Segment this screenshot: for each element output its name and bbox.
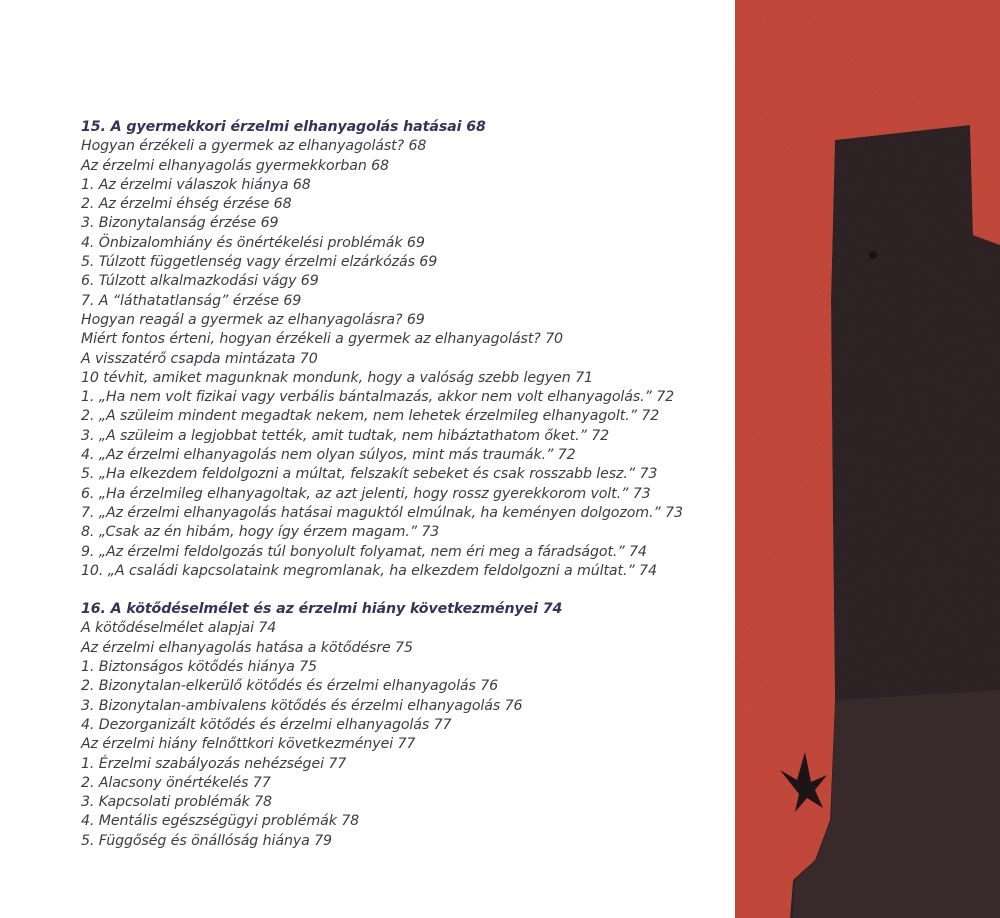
section-heading: 16. A kötődéselmélet és az érzelmi hiány következményei 74 xyxy=(81,601,563,618)
toc-entry: Miért fontos érteni, hogyan érzékeli a gyermek az elhanyagolást? 70 xyxy=(81,331,563,348)
toc-entry: 1. Az érzelmi válaszok hiánya 68 xyxy=(81,176,311,193)
toc-entry: 1. Érzelmi szabályozás nehézségei 77 xyxy=(81,755,347,772)
toc-entry: 4. Önbizalomhiány és önértékelési problémák 69 xyxy=(81,234,425,251)
section-spacer xyxy=(81,581,731,600)
toc-entry: Az érzelmi elhanyagolás hatása a kötődésre 75 xyxy=(81,639,413,656)
toc-entry: 5. Túlzott függetlenség vagy érzelmi elzárkózás 69 xyxy=(81,254,438,271)
toc-entry: 7. „Az érzelmi elhanyagolás hatásai maguktól elmúlnak, ha keményen dolgozom.” 73 xyxy=(81,504,683,521)
toc-entry: 2. Alacsony önértékelés 77 xyxy=(81,774,271,791)
toc-entry: Az érzelmi hiány felnőttkori következményei 77 xyxy=(81,736,416,753)
toc-entry: A kötődéselmélet alapjai 74 xyxy=(81,620,277,637)
section-heading: 15. A gyermekkori érzelmi elhanyagolás hatásai 68 xyxy=(81,119,486,135)
toc-entry: 6. „Ha érzelmileg elhanyagoltak, az azt jelenti, hogy rossz gyerekkorom volt.” 73 xyxy=(81,485,651,502)
toc-entry: A visszatérő csapda mintázata 70 xyxy=(81,350,318,367)
toc-entry: 4. „Az érzelmi elhanyagolás nem olyan súlyos, mint más traumák.” 72 xyxy=(81,447,576,464)
toc-entry: 2. Bizonytalan-elkerülő kötődés és érzelmi elhanyagolás 76 xyxy=(81,678,499,695)
table-of-contents xyxy=(81,118,731,851)
toc-entry: 10. „A családi kapcsolataink megromlanak, ha elkezdem feldolgozni a múltat.” 74 xyxy=(81,562,657,579)
toc-entry: 5. „Ha elkezdem feldolgozni a múltat, felszakít sebeket és csak rosszabb lesz.” 73 xyxy=(81,466,658,483)
toc-entry: 3. Bizonytalan-ambivalens kötődés és érzelmi elhanyagolás 76 xyxy=(81,697,523,714)
toc-entry: 3. Bizonytalanság érzése 69 xyxy=(81,215,279,232)
toc-entry: 2. „A szüleim mindent megadtak nekem, nem lehetek érzelmileg elhanyagolt.” 72 xyxy=(81,408,660,425)
toc-entry: 4. Mentális egészségügyi problémák 78 xyxy=(81,813,360,830)
toc-entry: 1. Biztonságos kötődés hiánya 75 xyxy=(81,659,317,676)
toc-entry: 5. Függőség és önállóság hiánya 79 xyxy=(81,832,332,849)
toc-entry: 6. Túlzott alkalmazkodási vágy 69 xyxy=(81,273,319,290)
toc-entry: 4. Dezorganizált kötődés és érzelmi elhanyagolás 77 xyxy=(81,716,452,733)
toc-entry: 10 tévhit, amiket magunknak mondunk, hogy a valóság szebb legyen 71 xyxy=(81,369,593,386)
toc-entry: 3. Kapcsolati problémák 78 xyxy=(81,794,272,811)
toc-entry: 8. „Csak az én hibám, hogy így érzem magam.” 73 xyxy=(81,524,440,541)
toc-entry: 2. Az érzelmi éhség érzése 68 xyxy=(81,196,292,213)
toc-entry: Az érzelmi elhanyagolás gyermekkorban 68 xyxy=(81,157,389,174)
toc-section-16 xyxy=(81,600,731,851)
toc-entry: 7. A “láthatatlanság” érzése 69 xyxy=(81,292,302,309)
toc-entry: 3. „A szüleim a legjobbat tették, amit tudtak, nem hibáztathatom őket.” 72 xyxy=(81,427,610,444)
toc-section-15 xyxy=(81,118,731,581)
silhouette-illustration-icon xyxy=(735,0,1000,918)
toc-entry: Hogyan érzékeli a gyermek az elhanyagolást? 68 xyxy=(81,138,427,155)
toc-entry: 9. „Az érzelmi feldolgozás túl bonyolult folyamat, nem éri meg a fáradságot.” 74 xyxy=(81,543,647,560)
silhouette-illustration-panel xyxy=(735,0,1000,918)
toc-entry: 1. „Ha nem volt fizikai vagy verbális bántalmazás, akkor nem volt elhanyagolás.” 72 xyxy=(81,389,675,406)
toc-entry: Hogyan reagál a gyermek az elhanyagolásra? 69 xyxy=(81,311,425,328)
